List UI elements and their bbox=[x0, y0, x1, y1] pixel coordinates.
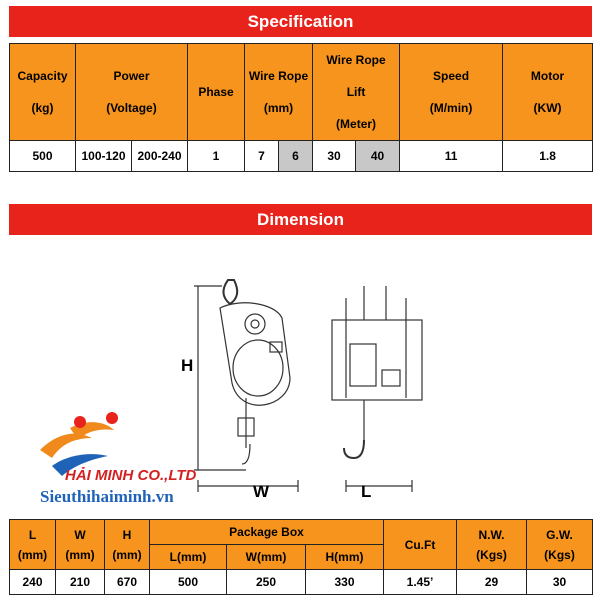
header-nw: N.W. (Kgs) bbox=[457, 520, 527, 570]
value-wire-rope-1: 7 bbox=[245, 141, 279, 172]
value-h: 670 bbox=[105, 570, 150, 595]
header-gw: G.W. (Kgs) bbox=[527, 520, 593, 570]
value-capacity: 500 bbox=[10, 141, 76, 172]
value-gw: 30 bbox=[527, 570, 593, 595]
header-w: W (mm) bbox=[56, 520, 105, 570]
header-cuft: Cu.Ft bbox=[384, 520, 457, 570]
header-capacity: Capacity (kg) bbox=[10, 44, 76, 141]
value-phase: 1 bbox=[188, 141, 245, 172]
header-l: L (mm) bbox=[10, 520, 56, 570]
header-pkg-h: H(mm) bbox=[306, 545, 384, 570]
value-pkg-l: 500 bbox=[150, 570, 227, 595]
specification-table bbox=[9, 43, 593, 172]
header-h: H (mm) bbox=[105, 520, 150, 570]
value-motor: 1.8 bbox=[503, 141, 593, 172]
header-wire-rope-lift: Wire Rope Lift (Meter) bbox=[313, 44, 400, 141]
specification-banner: Specification bbox=[9, 6, 592, 37]
header-wire-rope: Wire Rope (mm) bbox=[245, 44, 313, 141]
value-nw: 29 bbox=[457, 570, 527, 595]
company-website: Sieuthihaiminh.vn bbox=[40, 487, 174, 506]
dimension-banner: Dimension bbox=[9, 204, 592, 235]
value-power-1: 100-120 bbox=[76, 141, 132, 172]
dimension-label-w: W bbox=[253, 482, 270, 501]
value-l: 240 bbox=[10, 570, 56, 595]
dimension-label-l: L bbox=[361, 482, 372, 501]
value-w: 210 bbox=[56, 570, 105, 595]
header-package-box: Package Box bbox=[150, 520, 384, 545]
value-cuft: 1.45’ bbox=[384, 570, 457, 595]
value-speed: 11 bbox=[400, 141, 503, 172]
dimension-table bbox=[9, 519, 593, 595]
company-name: HẢI MINH CO.,LTD bbox=[65, 467, 197, 484]
header-phase: Phase bbox=[188, 44, 245, 141]
value-pkg-h: 330 bbox=[306, 570, 384, 595]
header-power: Power (Voltage) bbox=[76, 44, 188, 141]
header-motor: Motor (KW) bbox=[503, 44, 593, 141]
header-pkg-l: L(mm) bbox=[150, 545, 227, 570]
value-wire-rope-2: 6 bbox=[279, 141, 313, 172]
header-pkg-w: W(mm) bbox=[227, 545, 306, 570]
header-speed: Speed (M/min) bbox=[400, 44, 503, 141]
hoist-dimension-diagram bbox=[150, 258, 450, 503]
value-lift-1: 30 bbox=[313, 141, 356, 172]
dimension-label-h: H bbox=[181, 356, 194, 375]
value-lift-2: 40 bbox=[356, 141, 400, 172]
value-pkg-w: 250 bbox=[227, 570, 306, 595]
value-power-2: 200-240 bbox=[132, 141, 188, 172]
